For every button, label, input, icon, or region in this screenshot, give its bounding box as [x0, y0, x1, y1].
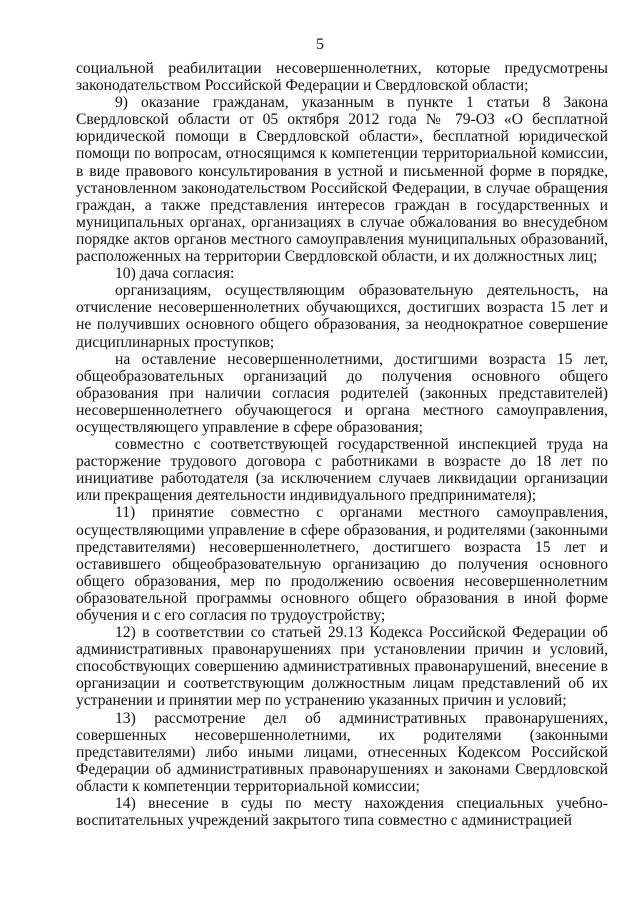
- paragraph-item-10-labor-contract: совместно с соответствующей государственной инспекцией труда на расторжение трудового договора с работниками в возрасте до 18 лет по инициативе работодателя (за исключением случаев ликвидации организации или прекращения деятельности индивидуального предпринимателя);: [76, 436, 608, 505]
- paragraph-item-13: 13) рассмотрение дел об административных правонарушениях, совершенных несовершеннолетними, их родителями (законными представителями) либо иными лицами, отнесенных Кодексом Российской Федерации об административных правонарушениях и законами Свердловской области к компетенции территориальной комиссии;: [76, 709, 608, 795]
- paragraph-item-14: 14) внесение в суды по месту нахождения специальных учебно-воспитательных учреждений закрытого типа совместно с администрацией: [76, 795, 608, 830]
- paragraph-item-10-expulsion: организациям, осуществляющим образовательную деятельность, на отчисление несовершеннолетних обучающихся, достигших возраста 15 лет и не получивших основного общего образования, за неоднократное совершение дисциплинарных проступков;: [76, 282, 608, 351]
- paragraph-continuation: социальной реабилитации несовершеннолетних, которые предусмотрены законодательством Российской Федерации и Свердловской области;: [76, 60, 608, 95]
- document-body: [76, 60, 608, 829]
- paragraph-item-12: 12) в соответствии со статьей 29.13 Кодекса Российской Федерации об административных правонарушениях при установлении причин и условий, способствующих совершению административных правонарушений, внесение в организации и соответствующим должностным лицам представлений об их устранении и принятии мер по устранению указанных причин и условий;: [76, 624, 608, 710]
- paragraph-item-10-leaving-school: на оставление несовершеннолетними, достигшими возраста 15 лет, общеобразовательных организаций до получения основного общего образования при наличии согласия родителей (законных представителей) несовершеннолетнего обучающегося и органа местного самоуправления, осуществляющего управление в сфере образования;: [76, 350, 608, 436]
- paragraph-item-9: 9) оказание гражданам, указанным в пункте 1 статьи 8 Закона Свердловской области от 05 октября 2012 года № 79-ОЗ «О бесплатной юридической помощи в Свердловской области», бесплатной юридической помощи по вопросам, относящимся к компетенции территориальной комиссии, в виде правового консультирования в устной и письменной форме в порядке, установленном законодательством Российской Федерации, в случае обращения граждан, а также представления интересов граждан в государственных и муниципальных органах, организациях в случае обжалования во внесудебном порядке актов органов местного самоуправления муниципальных образований, расположенных на территории Свердловской области, и их должностных лиц;: [76, 94, 608, 266]
- paragraph-item-11: 11) принятие совместно с органами местного самоуправления, осуществляющими управление в сфере образования, и родителями (законными представителями) несовершеннолетнего, достигшего возраста 15 лет и оставившего общеобразовательную организацию до получения основного общего образования, мер по продолжению освоения несовершеннолетним образовательной программы основного общего образования в иной форме обучения и с его согласия по трудоустройству;: [76, 504, 608, 624]
- page-number: 5: [316, 36, 324, 53]
- paragraph-item-10: 10) дача согласия:: [115, 265, 235, 283]
